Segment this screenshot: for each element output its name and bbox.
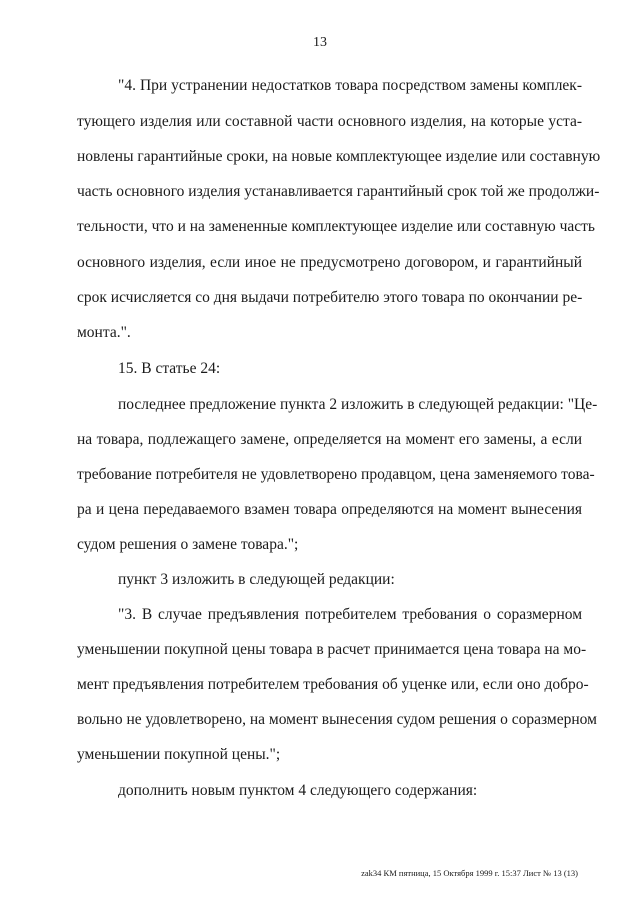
text-line: тельности, что и на замененные комплектующее изделие или составную часть xyxy=(77,218,595,235)
document-footer: zak34 КМ пятница, 15 Октября 1999 г. 15:37 Лист № 13 (13) xyxy=(361,868,578,878)
text-line: мент предъявления потребителем требования об уценке или, если оно добро- xyxy=(77,676,589,693)
text-line: вольно не удовлетворено, на момент вынесения судом решения о соразмерном xyxy=(77,711,597,728)
text-line: требование потребителя не удовлетворено продавцом, цена заменяемого това- xyxy=(77,466,595,483)
text-line: основного изделия, если иное не предусмотрено договором, и гарантийный xyxy=(77,254,582,271)
text-line: "3. В случае предъявления потребителем требования о соразмерном xyxy=(118,606,582,623)
text-line: срок исчисляется со дня выдачи потребителю этого товара по окончании ре- xyxy=(77,289,583,306)
text-line: новлены гарантийные сроки, на новые комплектующее изделие или составную xyxy=(77,148,601,165)
text-line: ра и цена передаваемого взамен товара определяются на момент вынесения xyxy=(77,501,582,518)
text-line: пункт 3 изложить в следующей редакции: xyxy=(118,571,395,588)
text-line: уменьшении покупной цены."; xyxy=(77,746,281,763)
text-line: последнее предложение пункта 2 изложить в следующей редакции: "Це- xyxy=(118,396,598,413)
section-heading: 15. В статье 24: xyxy=(118,360,221,377)
text-line: уменьшении покупной цены товара в расчет принимается цена товара на мо- xyxy=(77,641,587,658)
page-number: 13 xyxy=(313,35,327,50)
text-line: тующего изделия или составной части основного изделия, на которые уста- xyxy=(77,113,582,130)
text-line: монта.". xyxy=(77,324,131,341)
text-line: часть основного изделия устанавливается гарантийный срок той же продолжи- xyxy=(77,183,600,200)
text-line: на товара, подлежащего замене, определяется на момент его замены, а если xyxy=(77,431,582,448)
text-line: "4. При устранении недостатков товара посредством замены комплек- xyxy=(118,77,582,94)
text-line: судом решения о замене товара."; xyxy=(77,536,299,553)
text-line: дополнить новым пунктом 4 следующего содержания: xyxy=(118,782,478,799)
